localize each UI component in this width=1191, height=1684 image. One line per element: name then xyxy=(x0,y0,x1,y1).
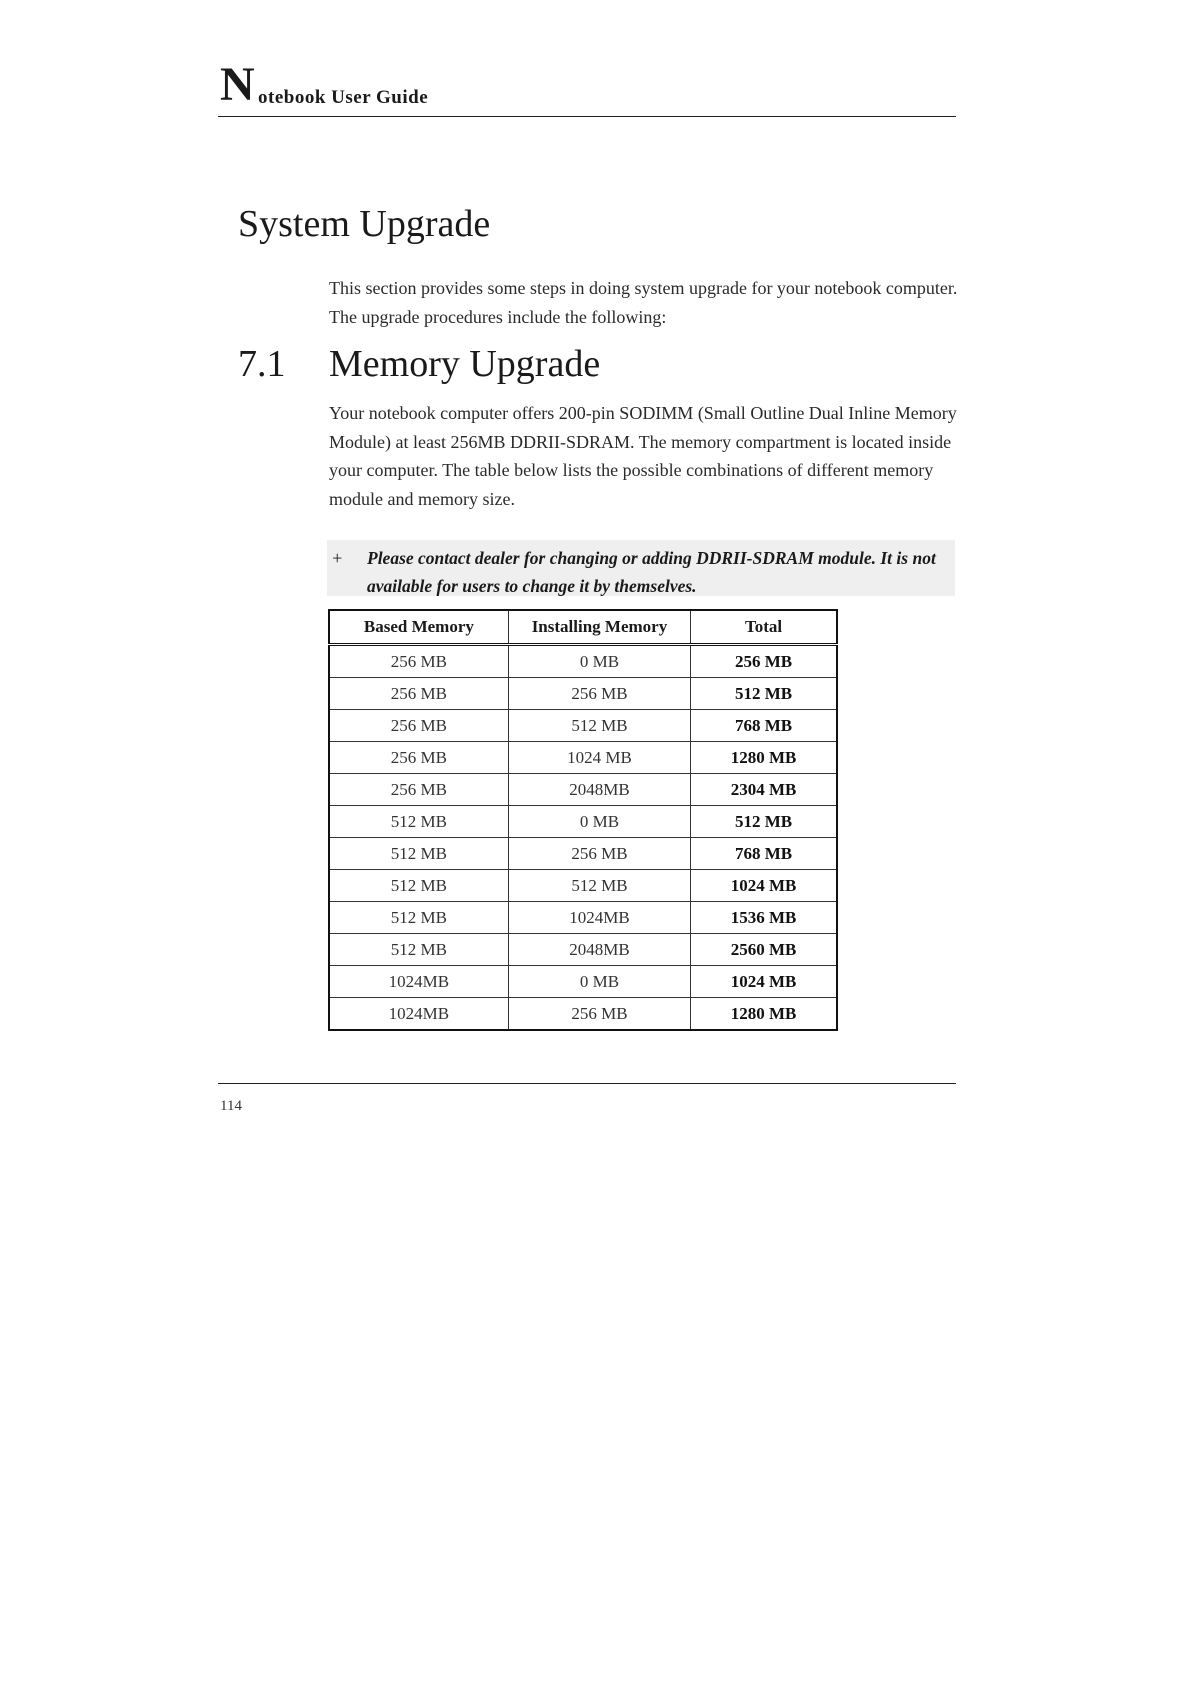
note-box xyxy=(327,540,955,596)
cell-installing: 1024MB xyxy=(508,902,690,934)
table-row xyxy=(329,934,837,966)
table-row xyxy=(329,742,837,774)
cell-based: 512 MB xyxy=(329,870,508,902)
cell-installing: 256 MB xyxy=(508,678,690,710)
table-row xyxy=(329,645,837,678)
cell-installing: 0 MB xyxy=(508,806,690,838)
cell-installing: 2048MB xyxy=(508,934,690,966)
table-row xyxy=(329,710,837,742)
cell-based: 1024MB xyxy=(329,966,508,998)
cell-based: 1024MB xyxy=(329,998,508,1031)
cell-installing: 512 MB xyxy=(508,870,690,902)
cell-total: 512 MB xyxy=(691,678,837,710)
cell-based: 512 MB xyxy=(329,934,508,966)
cell-total: 512 MB xyxy=(691,806,837,838)
table-header-row xyxy=(329,610,837,645)
header-total: Total xyxy=(691,610,837,645)
footer-divider xyxy=(218,1083,956,1084)
table-row xyxy=(329,838,837,870)
cell-total: 256 MB xyxy=(691,645,837,678)
body-paragraph: Your notebook computer offers 200-pin SODIMM (Small Outline Dual Inline Memory Module) at least 256MB DDRII-SDRAM. The memory compartment is located inside your computer. The table below lists the possible combinations of different memory module and memory size. xyxy=(329,403,957,509)
table-row xyxy=(329,902,837,934)
cell-installing: 256 MB xyxy=(508,998,690,1031)
note-text: Please contact dealer for changing or adding DDRII-SDRAM module. It is not available for users to change it by themselves. xyxy=(367,548,936,596)
cell-total: 1536 MB xyxy=(691,902,837,934)
chapter-title: System Upgrade xyxy=(238,203,491,245)
header-installing-memory: Installing Memory xyxy=(508,610,690,645)
table-row xyxy=(329,806,837,838)
header-initial: N xyxy=(220,58,255,111)
cell-based: 512 MB xyxy=(329,838,508,870)
cell-installing: 2048MB xyxy=(508,774,690,806)
table-row xyxy=(329,998,837,1031)
cell-based: 256 MB xyxy=(329,742,508,774)
header-based-memory: Based Memory xyxy=(329,610,508,645)
cell-total: 1280 MB xyxy=(691,742,837,774)
cell-based: 256 MB xyxy=(329,645,508,678)
section-number: 7.1 xyxy=(238,343,286,385)
memory-table xyxy=(328,609,838,1031)
cell-total: 1024 MB xyxy=(691,870,837,902)
note-marker: + xyxy=(331,548,344,568)
cell-total: 768 MB xyxy=(691,710,837,742)
cell-total: 1280 MB xyxy=(691,998,837,1031)
cell-installing: 0 MB xyxy=(508,966,690,998)
section-title: Memory Upgrade xyxy=(329,343,601,385)
cell-based: 256 MB xyxy=(329,678,508,710)
table-row xyxy=(329,774,837,806)
table-row xyxy=(329,678,837,710)
cell-installing: 0 MB xyxy=(508,645,690,678)
table-row xyxy=(329,870,837,902)
cell-installing: 256 MB xyxy=(508,838,690,870)
cell-total: 2304 MB xyxy=(691,774,837,806)
table-row xyxy=(329,966,837,998)
header-title: otebook User Guide xyxy=(258,87,429,108)
intro-paragraph: This section provides some steps in doing system upgrade for your notebook computer. The upgrade procedures include the following: xyxy=(329,278,958,327)
cell-total: 768 MB xyxy=(691,838,837,870)
page-number: 114 xyxy=(220,1098,242,1114)
cell-based: 256 MB xyxy=(329,774,508,806)
page-header xyxy=(218,60,956,117)
cell-total: 1024 MB xyxy=(691,966,837,998)
cell-based: 512 MB xyxy=(329,806,508,838)
cell-installing: 1024 MB xyxy=(508,742,690,774)
cell-based: 256 MB xyxy=(329,710,508,742)
cell-total: 2560 MB xyxy=(691,934,837,966)
cell-based: 512 MB xyxy=(329,902,508,934)
cell-installing: 512 MB xyxy=(508,710,690,742)
